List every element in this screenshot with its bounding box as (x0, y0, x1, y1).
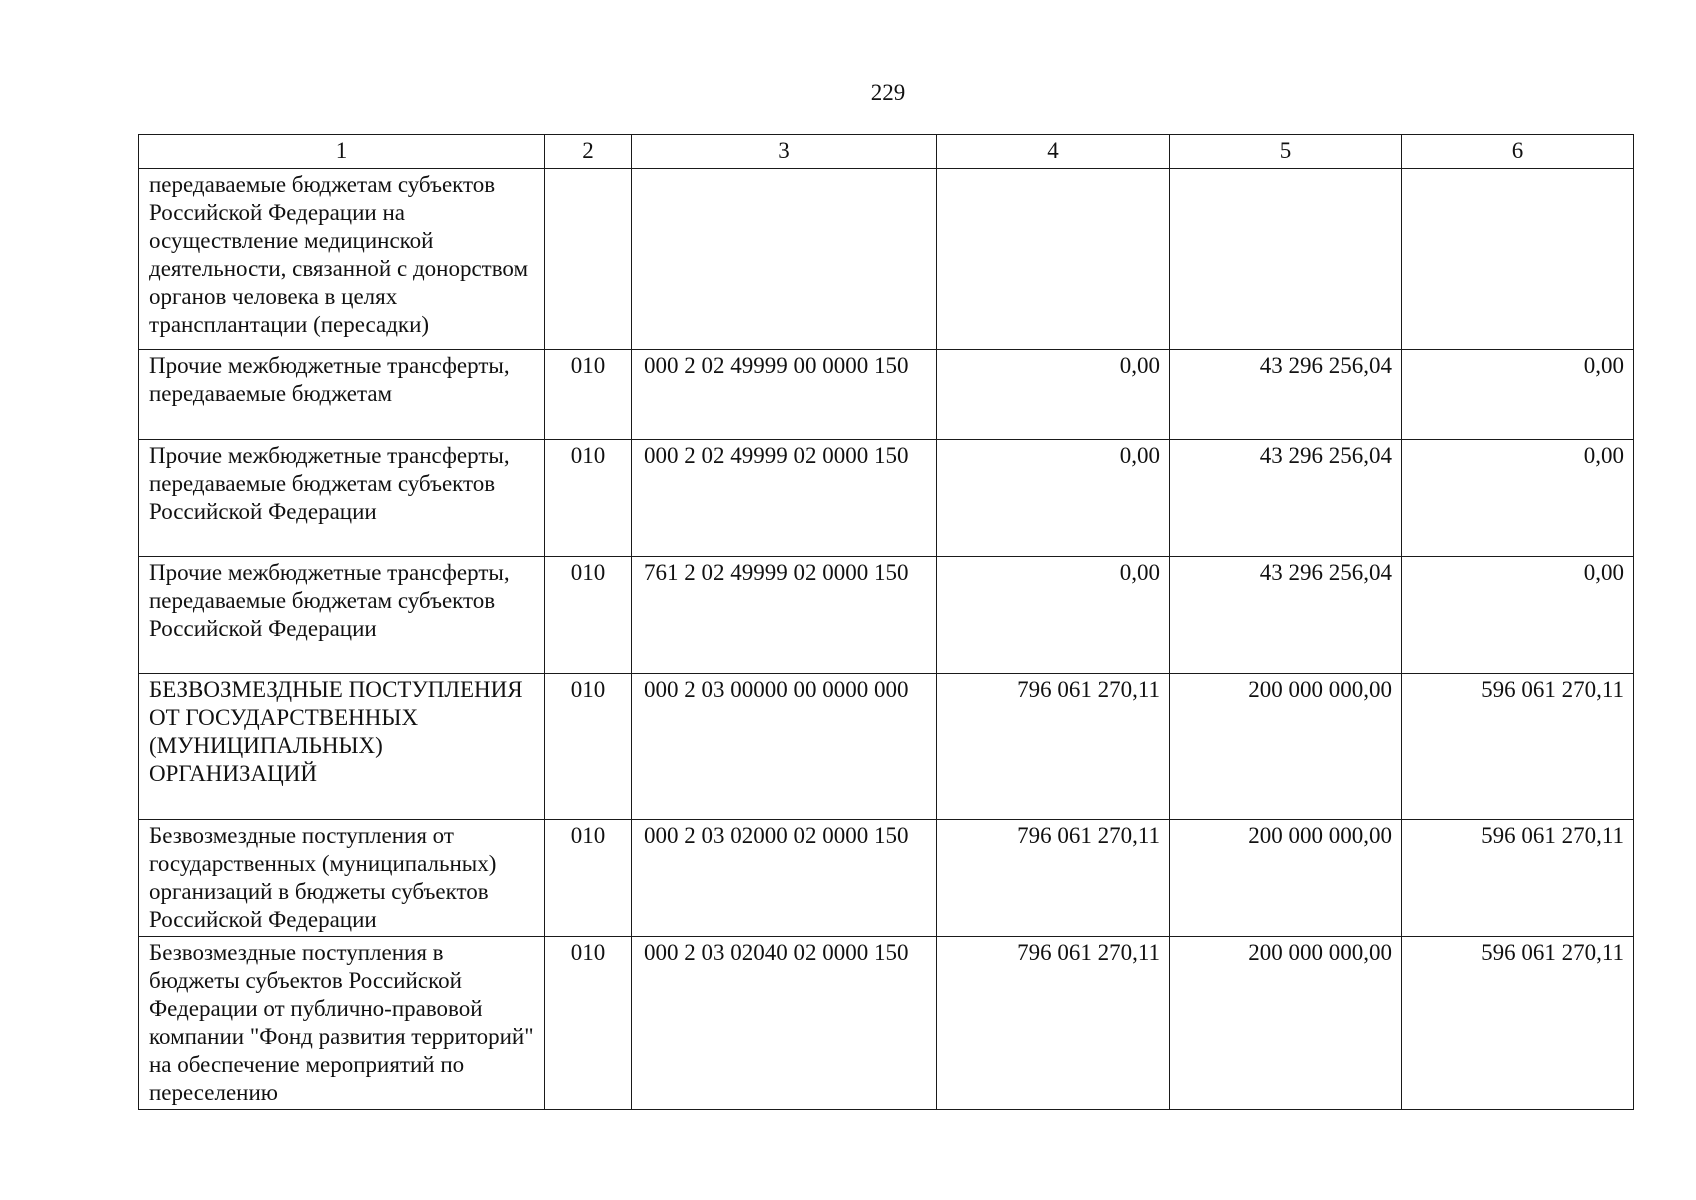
row-value-4: 0,00 (937, 350, 1170, 440)
row-value-4: 0,00 (937, 440, 1170, 557)
table-row (139, 350, 1634, 440)
row-value-5: 43 296 256,04 (1170, 557, 1402, 674)
row-kbk: 761 2 02 49999 02 0000 150 (632, 557, 937, 674)
row-code (545, 169, 632, 350)
header-col-1: 1 (139, 135, 545, 169)
row-name: Прочие межбюджетные трансферты, передаваемые бюджетам (139, 350, 545, 440)
table-row (139, 557, 1634, 674)
row-kbk: 000 2 02 49999 00 0000 150 (632, 350, 937, 440)
row-name: БЕЗВОЗМЕЗДНЫЕ ПОСТУПЛЕНИЯ ОТ ГОСУДАРСТВЕННЫХ (МУНИЦИПАЛЬНЫХ) ОРГАНИЗАЦИЙ (139, 674, 545, 820)
row-value-6 (1402, 169, 1634, 350)
row-name: Безвозмездные поступления в бюджеты субъектов Российской Федерации от публично-правовой компании "Фонд развития территорий" на обеспечение мероприятий по переселению (139, 937, 545, 1110)
row-value-4 (937, 169, 1170, 350)
header-col-2: 2 (545, 135, 632, 169)
table-row (139, 169, 1634, 350)
row-kbk: 000 2 03 02000 02 0000 150 (632, 820, 937, 937)
page-number: 229 (870, 80, 906, 105)
header-row (139, 135, 1634, 169)
header-col-5: 5 (1170, 135, 1402, 169)
row-kbk: 000 2 03 00000 00 0000 000 (632, 674, 937, 820)
row-code: 010 (545, 440, 632, 557)
row-kbk: 000 2 02 49999 02 0000 150 (632, 440, 937, 557)
row-value-5: 200 000 000,00 (1170, 820, 1402, 937)
row-value-6: 0,00 (1402, 350, 1634, 440)
table-row (139, 937, 1634, 1110)
row-value-4: 796 061 270,11 (937, 820, 1170, 937)
row-value-6: 0,00 (1402, 557, 1634, 674)
row-kbk (632, 169, 937, 350)
row-value-5: 43 296 256,04 (1170, 350, 1402, 440)
row-value-6: 596 061 270,11 (1402, 674, 1634, 820)
row-code: 010 (545, 674, 632, 820)
table-row (139, 820, 1634, 937)
row-code: 010 (545, 350, 632, 440)
table-body (139, 169, 1634, 1110)
row-value-5: 200 000 000,00 (1170, 674, 1402, 820)
row-value-6: 596 061 270,11 (1402, 937, 1634, 1110)
table-row (139, 674, 1634, 820)
row-value-4: 796 061 270,11 (937, 937, 1170, 1110)
row-value-5 (1170, 169, 1402, 350)
table-row (139, 440, 1634, 557)
row-value-6: 596 061 270,11 (1402, 820, 1634, 937)
table-header (139, 135, 1634, 169)
row-value-4: 0,00 (937, 557, 1170, 674)
row-name: Прочие межбюджетные трансферты, передаваемые бюджетам субъектов Российской Федерации (139, 440, 545, 557)
header-col-4: 4 (937, 135, 1170, 169)
row-kbk: 000 2 03 02040 02 0000 150 (632, 937, 937, 1110)
row-value-5: 43 296 256,04 (1170, 440, 1402, 557)
header-col-3: 3 (632, 135, 937, 169)
row-name: передаваемые бюджетам субъектов Российской Федерации на осуществление медицинской деятельности, связанной с донорством органов человека в целях трансплантации (пересадки) (139, 169, 545, 350)
row-name: Безвозмездные поступления от государственных (муниципальных) организаций в бюджеты субъектов Российской Федерации (139, 820, 545, 937)
row-value-5: 200 000 000,00 (1170, 937, 1402, 1110)
budget-table (138, 134, 1634, 1110)
row-name: Прочие межбюджетные трансферты, передаваемые бюджетам субъектов Российской Федерации (139, 557, 545, 674)
row-code: 010 (545, 557, 632, 674)
row-code: 010 (545, 820, 632, 937)
row-value-4: 796 061 270,11 (937, 674, 1170, 820)
row-code: 010 (545, 937, 632, 1110)
row-value-6: 0,00 (1402, 440, 1634, 557)
header-col-6: 6 (1402, 135, 1634, 169)
